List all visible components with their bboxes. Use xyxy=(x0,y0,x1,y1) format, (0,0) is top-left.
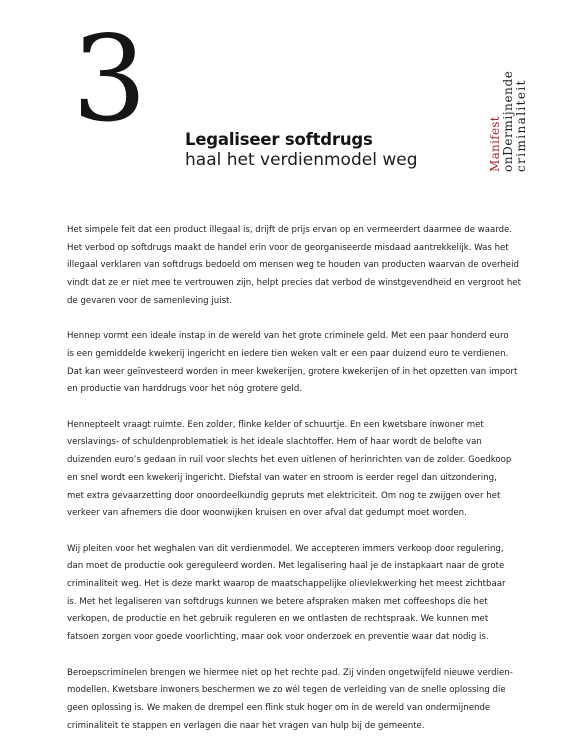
brand-manifest: Manifest xyxy=(488,116,502,172)
paragraph xyxy=(67,328,537,399)
text-line: Beroepscriminelen brengen we hiermee niet op het rechte pad. Zij vinden ongetwijfeld nieuwe verdien- xyxy=(67,667,513,678)
text-line: Het simpele feit dat een product illegaal is, drijft de prijs ervan op en vermeerdert daarmee de waarde. xyxy=(67,225,513,235)
brand-criminaliteit: criminaliteit xyxy=(514,79,528,172)
manifest-logo xyxy=(489,71,528,173)
chapter-number: 3 xyxy=(72,10,148,148)
text-line: Hennep vormt een ideale instap in de wereld van het grote criminele geld. Met een paar honderd euro xyxy=(67,331,509,342)
text-line: met extra gevaarzetting door onoordeelkundig gepruts met elektriciteit. Om nog te zwijgen over het xyxy=(67,490,501,501)
text-line: Het verbod op softdrugs maakt de handel erin voor de georganiseerde misdaad aantrekkelijk. Was het xyxy=(67,242,509,253)
text-line: criminaliteit weg. Het is deze markt waarop de maatschappelijke olievlekwerking het meest zichtbaar xyxy=(67,579,506,590)
text-line: de gevaren voor de samenleving juist. xyxy=(67,295,233,306)
text-line: is. Met het legaliseren van softdrugs kunnen we betere afspraken maken met coffeeshops die het xyxy=(67,596,488,607)
text-line: dan moet de productie ook gereguleerd worden. Met legalisering haal je de instapkaart naar de grote xyxy=(67,561,505,572)
paragraph xyxy=(67,541,537,647)
text-line: modellen. Kwetsbare inwoners beschermen we zo wél tegen de verleiding van de snelle oplossing die xyxy=(67,685,506,696)
text-line: Wij pleiten voor het weghalen van dit verdienmodel. We accepteren immers verkoop door regulering, xyxy=(67,543,504,554)
brand-ondermijnende: onDermijnende xyxy=(501,70,515,172)
text-line: verkeer van afnemers die door woonwijken kruisen en over afval dat gedumpt moet worden. xyxy=(67,508,467,519)
text-line: verkopen, de productie en het gebruik reguleren en we ontlasten de rechtspraak. We kunnen met xyxy=(67,614,489,625)
text-line: Hennepteelt vraagt ruimte. Een zolder, flinke kelder of schuurtje. En een kwetsbare inwoner met xyxy=(67,419,484,430)
body-text xyxy=(67,222,537,753)
text-line: criminaliteit te stappen en verlagen die naar het vragen van hulp bij de gemeente. xyxy=(67,720,425,731)
paragraph xyxy=(67,665,537,736)
text-line: geen oplossing is. We maken de drempel een flink stuk hoger om in de wereld van ondermijnende xyxy=(67,702,491,713)
text-line: is een gemiddelde kwekerij ingericht en iedere tien weken valt er een paar duizend euro te verdienen. xyxy=(67,348,509,359)
text-line: duizenden euro’s gedaan in ruil voor slechts het even uitlenen of herinrichten van de zolder. Goedkoop xyxy=(67,455,512,466)
paragraph xyxy=(67,222,537,311)
paragraph xyxy=(67,417,537,523)
text-line: en snel wordt een kwekerij ingericht. Diefstal van water en stroom is eerder regel dan uitzondering, xyxy=(67,472,497,483)
text-line: verslavings- of schuldenproblematiek is het ideale slachtoffer. Hem of haar wordt de belofte van xyxy=(67,437,482,448)
text-line: fatsoen zorgen voor goede voorlichting, maar ook voor onderzoek en preventie waar dat nodig is. xyxy=(67,632,489,643)
text-line: Dat kan weer geïnvesteerd worden in meer kwekerijen, grotere kwekerijen of in het opzetten van import xyxy=(67,366,518,377)
text-line: illegaal verklaren van softdrugs bedoeld om mensen weg te houden van producten waarvan de overheid xyxy=(67,260,519,271)
text-line: vindt dat ze er niet mee te vertrouwen zijn, helpt precies dat verbod de winstgevendheid en vergroot het xyxy=(67,278,521,289)
chapter-subtitle: haal het verdienmodel weg xyxy=(185,150,418,170)
text-line: en productie van harddrugs voor het nóg grotere geld. xyxy=(67,384,303,395)
chapter-title: Legaliseer softdrugs xyxy=(185,130,373,149)
